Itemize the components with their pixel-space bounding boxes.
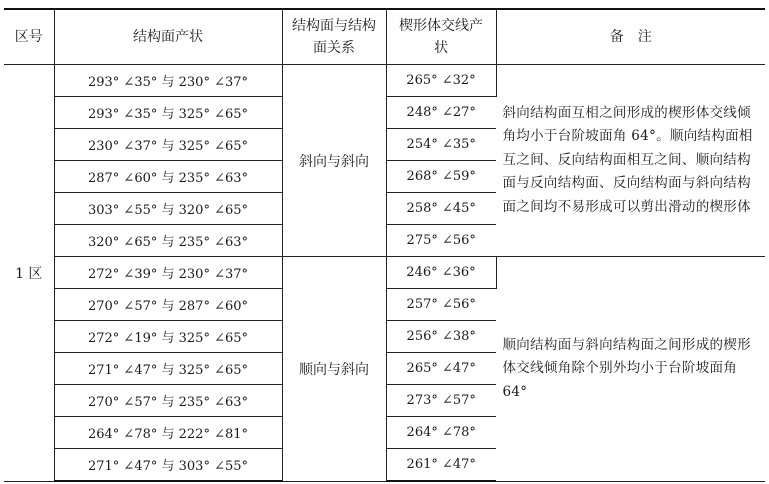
attitude-cell: 230° ∠37° 与 325° ∠65° (54, 129, 282, 161)
attitude-cell: 293° ∠35° 与 230° ∠37° (54, 65, 282, 97)
wedge-cell: 265° ∠47° (386, 353, 496, 385)
header-wedge: 楔形体交线产状 (386, 9, 496, 65)
header-attitude: 结构面产状 (54, 9, 282, 65)
attitude-cell: 270° ∠57° 与 235° ∠63° (54, 385, 282, 417)
wedge-cell: 275° ∠56° (386, 225, 496, 257)
wedge-cell: 257° ∠56° (386, 289, 496, 321)
wedge-cell: 248° ∠27° (386, 97, 496, 129)
wedge-cell: 258° ∠45° (386, 193, 496, 225)
note-cell: 顺向结构面与斜向结构面之间形成的楔形体交线倾角除个别外均小于台阶坡面角 64° (496, 257, 765, 482)
wedge-cell: 265° ∠32° (386, 65, 496, 97)
table-body (4, 65, 765, 482)
header-note: 备 注 (496, 9, 765, 65)
wedge-cell: 256° ∠38° (386, 321, 496, 353)
attitude-cell: 272° ∠19° 与 325° ∠65° (54, 321, 282, 353)
attitude-cell: 272° ∠39° 与 230° ∠37° (54, 257, 282, 289)
wedge-cell: 273° ∠57° (386, 385, 496, 417)
attitude-cell: 293° ∠35° 与 325° ∠65° (54, 97, 282, 129)
header-relation: 结构面与结构面关系 (282, 9, 386, 65)
attitude-cell: 303° ∠55° 与 320° ∠65° (54, 193, 282, 225)
table-row (4, 65, 765, 97)
wedge-cell: 268° ∠59° (386, 161, 496, 193)
wedge-cell: 264° ∠78° (386, 417, 496, 449)
wedge-analysis-table (4, 8, 765, 482)
wedge-cell: 254° ∠35° (386, 129, 496, 161)
attitude-cell: 271° ∠47° 与 325° ∠65° (54, 353, 282, 385)
wedge-cell: 246° ∠36° (386, 257, 496, 289)
relation-cell: 顺向与斜向 (282, 257, 386, 482)
table-row (4, 257, 765, 289)
attitude-cell: 287° ∠60° 与 235° ∠63° (54, 161, 282, 193)
attitude-cell: 264° ∠78° 与 222° ∠81° (54, 417, 282, 449)
table-header-row (4, 9, 765, 65)
header-zone: 区号 (4, 9, 54, 65)
note-cell: 斜向结构面互相之间形成的楔形体交线倾角均小于台阶坡面角 64°。顺向结构面相互之间、反向结构面相互之间、顺向结构面与反向结构面、反向结构面与斜向结构面之间均不易形成可以剪出滑动的楔形体 (496, 65, 765, 257)
relation-cell: 斜向与斜向 (282, 65, 386, 257)
attitude-cell: 271° ∠47° 与 303° ∠55° (54, 449, 282, 482)
zone-cell: 1 区 (4, 65, 54, 482)
wedge-cell: 261° ∠47° (386, 449, 496, 482)
attitude-cell: 320° ∠65° 与 235° ∠63° (54, 225, 282, 257)
attitude-cell: 270° ∠57° 与 287° ∠60° (54, 289, 282, 321)
